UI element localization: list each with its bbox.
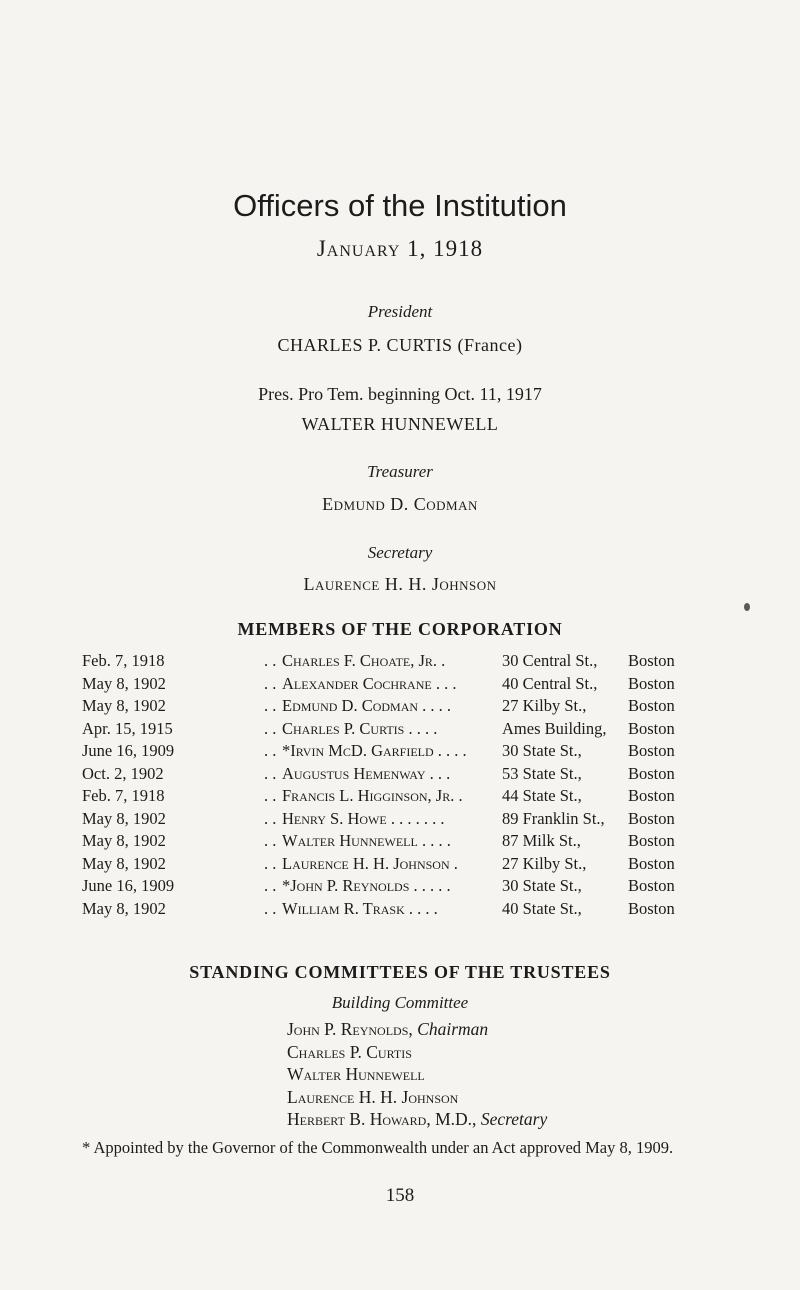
member-row <box>82 764 722 787</box>
member-city: Boston <box>628 831 675 850</box>
member-date: May 8, 1902 <box>82 853 166 873</box>
ink-speck <box>744 603 750 611</box>
member-city: Boston <box>628 808 675 828</box>
member-name: *John P. Reynolds . . . . . <box>282 876 451 895</box>
member-name: Augustus Hemenway . . . <box>282 763 451 783</box>
member-name: Henry S. Howe . . . . . . . <box>282 808 445 828</box>
member-city: Boston <box>628 898 675 918</box>
committee-member: Charles P. Curtis <box>287 1041 412 1062</box>
member-name: *Irvin McD. Garfield . . . . <box>282 741 467 760</box>
secretary-name: Laurence H. H. Johnson <box>303 574 497 594</box>
treasurer-name: Edmund D. Codman <box>322 494 478 514</box>
members-heading: MEMBERS OF THE CORPORATION <box>237 619 563 639</box>
member-separator: . . <box>264 853 277 873</box>
member-row <box>82 674 722 697</box>
member-date: May 8, 1902 <box>82 831 166 850</box>
member-address: 27 Kilby St., <box>502 696 587 715</box>
member-city: Boston <box>628 853 675 873</box>
member-address: 89 Franklin St., <box>502 808 605 828</box>
member-date: May 8, 1902 <box>82 808 166 828</box>
committee-secretary-name: Herbert B. Howard, M.D., <box>287 1109 477 1129</box>
president-name: CHARLES P. CURTIS (France) <box>277 335 523 355</box>
committee-member: Laurence H. H. Johnson <box>287 1086 459 1107</box>
member-address: 30 Central St., <box>502 651 598 670</box>
page-number: 158 <box>385 1185 415 1206</box>
member-city: Boston <box>628 763 675 783</box>
member-separator: . . <box>264 763 277 783</box>
member-date: June 16, 1909 <box>82 876 175 895</box>
member-name: Walter Hunnewell . . . . <box>282 831 451 850</box>
member-date: Feb. 7, 1918 <box>82 786 165 805</box>
member-city: Boston <box>628 651 675 670</box>
member-separator: . . <box>264 696 277 715</box>
member-separator: . . <box>264 741 277 760</box>
member-date: Apr. 15, 1915 <box>82 718 173 738</box>
committee-chair-line <box>287 1019 547 1042</box>
member-separator: . . <box>264 876 277 895</box>
member-separator: . . <box>264 786 277 805</box>
pro-tem-role: Pres. Pro Tem. beginning Oct. 11, 1917 <box>258 384 542 404</box>
building-committee-list <box>287 1019 547 1132</box>
member-date: May 8, 1902 <box>82 696 166 715</box>
member-city: Boston <box>628 673 675 693</box>
member-row <box>82 786 722 809</box>
member-separator: . . <box>264 718 277 738</box>
member-row <box>82 651 722 674</box>
committee-secretary-line <box>287 1109 547 1132</box>
member-row <box>82 899 722 922</box>
member-address: 27 Kilby St., <box>502 853 587 873</box>
member-address: 87 Milk St., <box>502 831 581 850</box>
member-row <box>82 696 722 719</box>
member-separator: . . <box>264 808 277 828</box>
building-committee-title: Building Committee <box>331 993 469 1012</box>
secretary-role: Secretary <box>367 543 433 562</box>
pro-tem-name: WALTER HUNNEWELL <box>301 414 499 434</box>
member-separator: . . <box>264 651 277 670</box>
member-address: 30 State St., <box>502 741 582 760</box>
member-row <box>82 741 722 764</box>
committee-member: Walter Hunnewell <box>287 1064 425 1084</box>
member-city: Boston <box>628 718 675 738</box>
president-role: President <box>367 302 433 321</box>
committee-chair-name: John P. Reynolds, <box>287 1019 413 1039</box>
member-address: 44 State St., <box>502 786 582 805</box>
member-row <box>82 876 722 899</box>
member-row <box>82 719 722 742</box>
member-address: 40 Central St., <box>502 673 598 693</box>
member-address: 40 State St., <box>502 898 582 918</box>
member-date: Feb. 7, 1918 <box>82 651 165 670</box>
committee-chair-role: Chairman <box>417 1019 489 1039</box>
member-name: Alexander Cochrane . . . <box>282 673 457 693</box>
member-address: 30 State St., <box>502 876 582 895</box>
member-row <box>82 809 722 832</box>
member-separator: . . <box>264 673 277 693</box>
page-title: Officers of the Institution <box>233 188 567 223</box>
member-date: June 16, 1909 <box>82 741 175 760</box>
member-city: Boston <box>628 696 675 715</box>
member-name: Charles F. Choate, Jr. . <box>282 651 446 670</box>
member-city: Boston <box>628 741 675 760</box>
member-name: Laurence H. H. Johnson . <box>282 853 458 873</box>
member-name: Charles P. Curtis . . . . <box>282 718 438 738</box>
committees-heading: STANDING COMMITTEES OF THE TRUSTEES <box>189 962 611 982</box>
member-row <box>82 854 722 877</box>
member-row <box>82 831 722 854</box>
member-name: William R. Trask . . . . <box>282 898 438 918</box>
page-date: January 1, 1918 <box>316 236 484 261</box>
member-name: Edmund D. Codman . . . . <box>282 696 452 715</box>
members-table <box>82 651 722 921</box>
member-date: May 8, 1902 <box>82 673 166 693</box>
member-city: Boston <box>628 786 675 805</box>
member-address: 53 State St., <box>502 763 582 783</box>
member-date: Oct. 2, 1902 <box>82 763 164 783</box>
member-date: May 8, 1902 <box>82 898 166 918</box>
member-address: Ames Building, <box>502 718 607 738</box>
member-separator: . . <box>264 831 277 850</box>
committee-secretary-role: Secretary <box>480 1109 548 1129</box>
member-city: Boston <box>628 876 675 895</box>
member-name: Francis L. Higginson, Jr. . <box>282 786 463 805</box>
member-separator: . . <box>264 898 277 918</box>
treasurer-role: Treasurer <box>367 462 433 481</box>
footnote: * Appointed by the Governor of the Commonwealth under an Act approved May 8, 1909. <box>82 1138 674 1157</box>
